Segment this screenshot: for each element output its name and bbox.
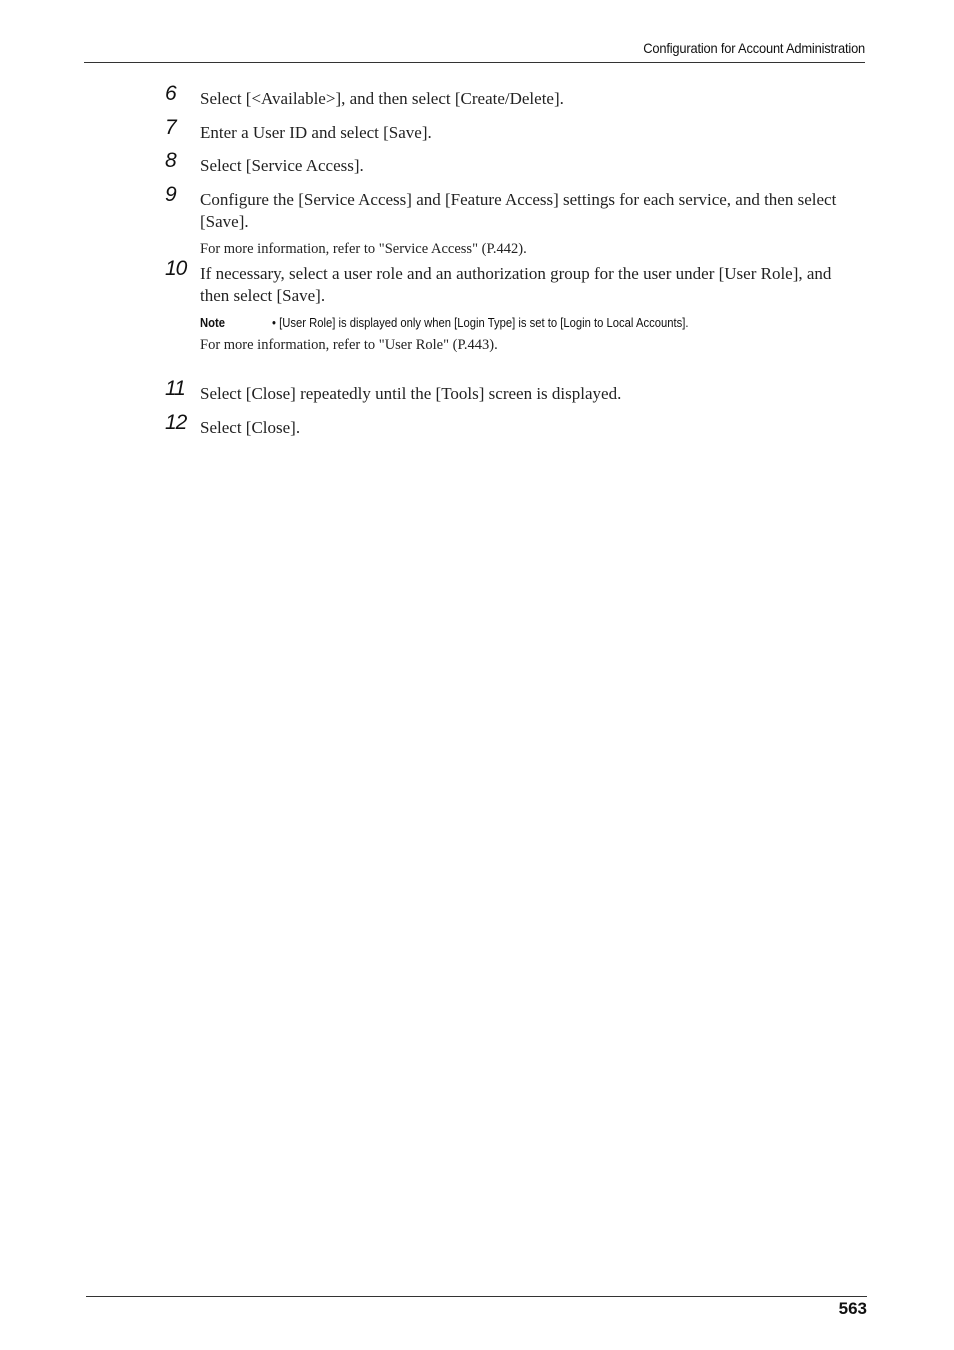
step-number: 7 <box>165 116 176 139</box>
step-text: Configure the [Service Access] and [Feature Access] settings for each service, and then select [Save]. <box>200 190 837 231</box>
step-number: 6 <box>165 82 176 105</box>
header-title: Configuration for Account Administration <box>643 40 865 56</box>
footer-divider <box>86 1296 867 1297</box>
step-text: Select [<Available>], and then select [Create/Delete]. <box>200 89 564 108</box>
step-10-reference: For more information, refer to "User Role" (P.443). <box>200 337 498 353</box>
step-number: 11 <box>165 377 185 400</box>
step-text: Enter a User ID and select [Save]. <box>200 123 432 142</box>
step-number: 10 <box>165 257 187 280</box>
step-number: 8 <box>165 149 176 172</box>
page-number: 563 <box>838 1299 867 1318</box>
step-number: 9 <box>165 183 176 206</box>
step-9-reference: For more information, refer to "Service Access" (P.442). <box>200 241 527 257</box>
step-text: Select [Service Access]. <box>200 156 364 175</box>
step-text: Select [Close]. <box>200 418 301 437</box>
note-text: • [User Role] is displayed only when [Login Type] is set to [Login to Local Accounts]. <box>272 316 689 330</box>
note-label: Note <box>200 316 226 330</box>
header-divider <box>84 62 865 63</box>
step-text: If necessary, select a user role and an authorization group for the user under [User Role], and then select [Save]. <box>200 264 832 305</box>
step-number: 12 <box>165 411 187 434</box>
step-text: Select [Close] repeatedly until the [Tools] screen is displayed. <box>200 384 622 403</box>
